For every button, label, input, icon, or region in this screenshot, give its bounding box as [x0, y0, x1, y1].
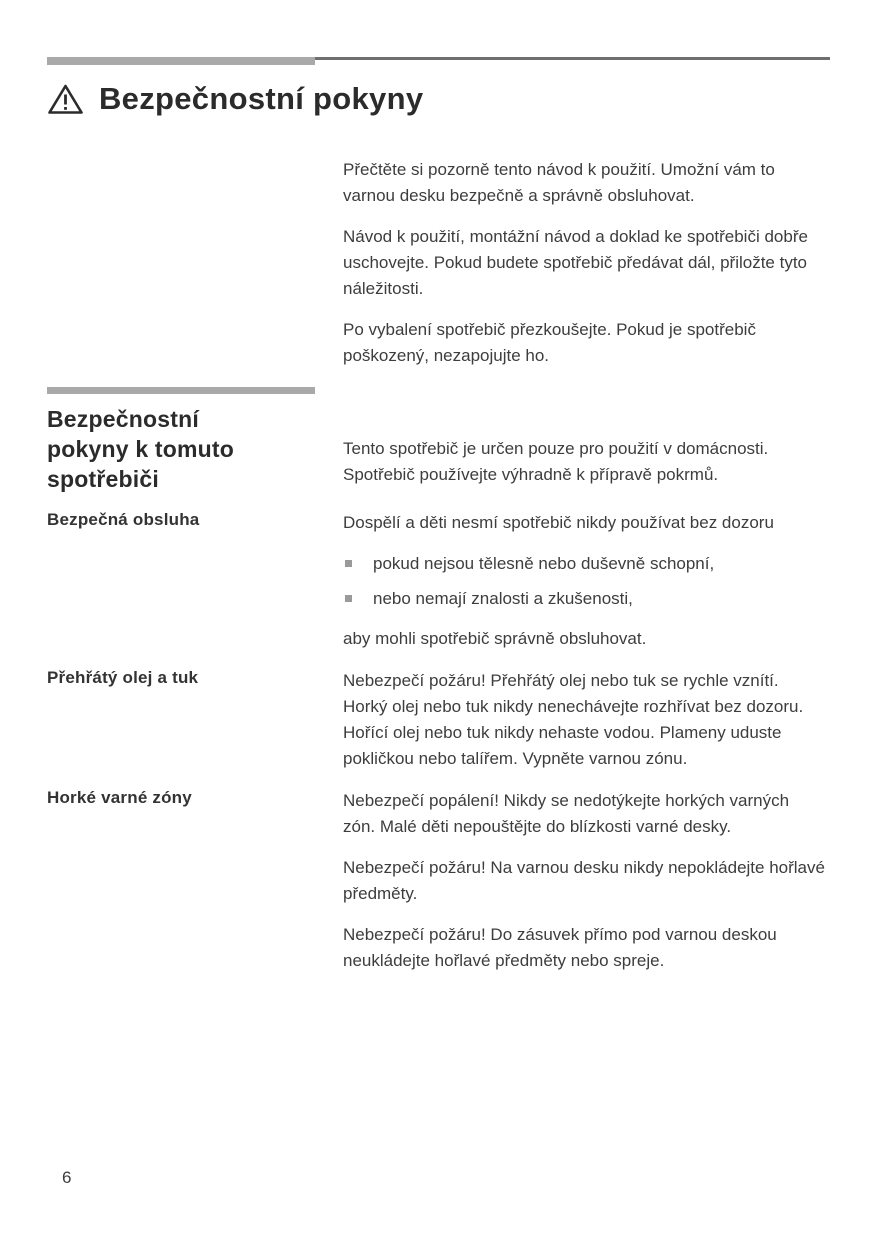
topic-label-cell — [47, 668, 343, 688]
topic-label: Horké varné zóny — [47, 788, 192, 807]
topic-paragraph: Dospělí a děti nesmí spotřebič nikdy používat bez dozoru — [343, 513, 774, 532]
page-title-row — [47, 81, 830, 117]
intro-paragraph: Návod k použití, montážní návod a doklad ke spotřebiči dobře uschovejte. Pokud budete spotřebič předávat dál, přiložte tyto náležitosti. — [343, 227, 808, 298]
topic-paragraph: Nebezpečí požáru! Na varnou desku nikdy nepokládejte hořlavé předměty. — [343, 858, 825, 903]
top-rule — [47, 57, 830, 65]
bullet-square-icon — [345, 595, 352, 602]
intro-paragraph: Přečtěte si pozorně tento návod k použití. Umožní vám to varnou desku bezpečně a správně obsluhovat. — [343, 160, 775, 205]
topic-row-hot-zones — [47, 788, 830, 974]
topic-row-overheated-oil — [47, 668, 830, 772]
intro-section — [47, 157, 830, 369]
section-heading-row — [47, 404, 830, 494]
topic-label: Přehřátý olej a tuk — [47, 668, 199, 687]
bullet-item — [343, 586, 825, 612]
topic-text-cell — [343, 668, 825, 772]
section-intro: Tento spotřebič je určen pouze pro použití v domácnosti. Spotřebič používejte výhradně k přípravě pokrmů. — [343, 439, 769, 484]
page-number: 6 — [62, 1168, 72, 1187]
section-rule — [47, 387, 315, 394]
topic-text-cell — [343, 788, 825, 974]
bullet-list — [343, 551, 825, 612]
intro-text-column — [343, 157, 825, 369]
section-intro-cell — [343, 404, 825, 488]
topic-paragraph: Nebezpečí požáru! Do zásuvek přímo pod varnou deskou neukládejte hořlavé předměty nebo spreje. — [343, 925, 777, 970]
section-heading: Bezpečnostní pokyny k tomuto spotřebiči — [47, 406, 235, 492]
topic-paragraph: aby mohli spotřebič správně obsluhovat. — [343, 629, 647, 648]
topic-label-cell — [47, 510, 343, 530]
topic-text-cell — [343, 510, 825, 652]
bullet-item — [343, 551, 825, 577]
warning-triangle-icon — [47, 83, 84, 115]
topic-row-safe-operation — [47, 510, 830, 652]
bullet-square-icon — [345, 560, 352, 567]
page-title: Bezpečnostní pokyny — [99, 81, 424, 116]
intro-paragraph: Po vybalení spotřebič přezkoušejte. Pokud je spotřebič poškozený, nezapojujte ho. — [343, 320, 756, 365]
topic-label: Bezpečná obsluha — [47, 510, 200, 529]
top-rule-bar — [47, 57, 315, 65]
section-heading-cell — [47, 404, 343, 494]
topic-paragraph: Nebezpečí popálení! Nikdy se nedotýkejte horkých varných zón. Malé děti nepouštějte do blízkosti varné desky. — [343, 791, 790, 836]
topic-paragraph: Nebezpečí požáru! Přehřátý olej nebo tuk se rychle vznítí. Horký olej nebo tuk nikdy nenechávejte rozhřívat bez dozoru. Hořící olej nebo tuk nikdy nehaste vodou. Plameny uduste pokličkou nebo talířem. Vypněte varnou zónu. — [343, 671, 804, 768]
topic-label-cell — [47, 788, 343, 808]
bullet-text: nebo nemají znalosti a zkušenosti, — [373, 589, 633, 608]
bullet-text: pokud nejsou tělesně nebo duševně schopní, — [373, 554, 715, 573]
